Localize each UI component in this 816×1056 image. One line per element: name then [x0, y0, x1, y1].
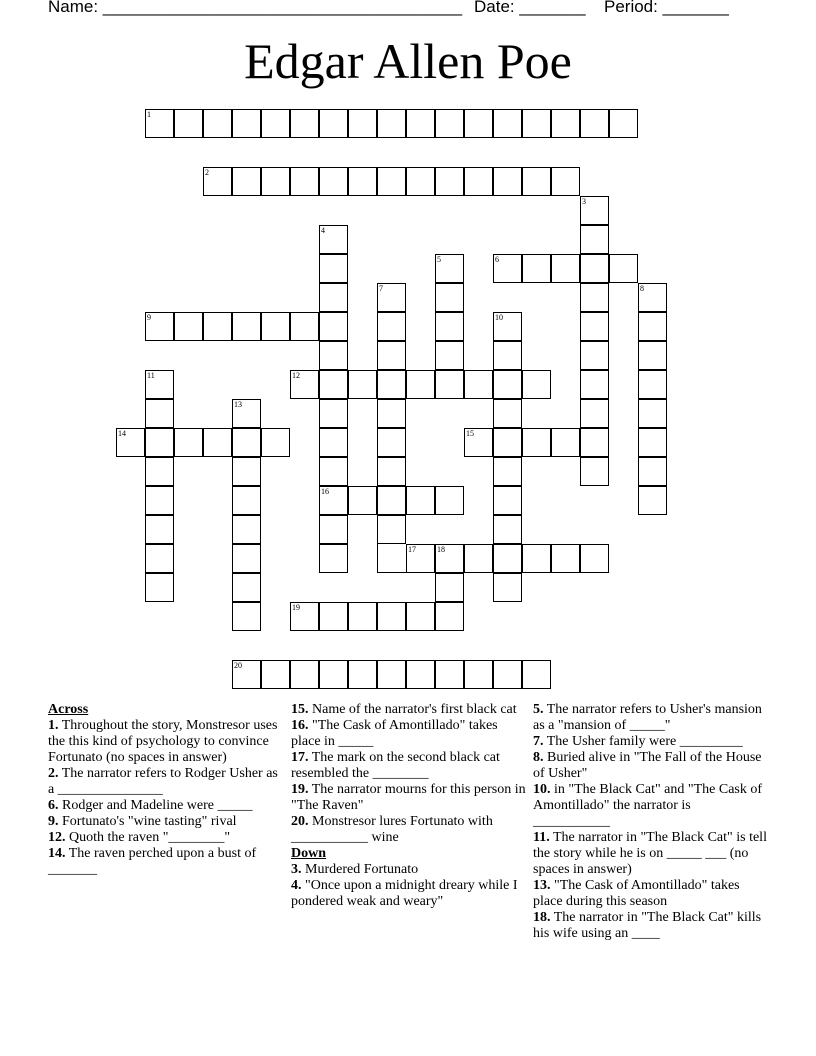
grid-cell[interactable]: [377, 167, 406, 196]
grid-cell[interactable]: [406, 109, 435, 138]
clue-text: The Usher family were _________: [543, 734, 743, 749]
grid-cell[interactable]: [145, 370, 174, 399]
clue-item: [291, 814, 526, 846]
grid-cell[interactable]: [493, 457, 522, 486]
clue-number: 6: [495, 255, 499, 264]
grid-cell[interactable]: [493, 370, 522, 399]
grid-cell[interactable]: [551, 254, 580, 283]
grid-cell[interactable]: [232, 573, 261, 602]
grid-cell[interactable]: [580, 254, 609, 283]
grid-cell[interactable]: [348, 660, 377, 689]
clue-item: [533, 750, 768, 782]
grid-cell[interactable]: [116, 428, 145, 457]
clue-item: [291, 782, 526, 814]
clue-text: The narrator in "The Black Cat" kills his wife using an ____: [533, 910, 762, 941]
grid-cell[interactable]: [319, 486, 348, 515]
grid-cell[interactable]: [261, 660, 290, 689]
clue-number-label: 12.: [48, 830, 66, 845]
grid-cell[interactable]: [435, 341, 464, 370]
clue-number-label: 17.: [291, 750, 309, 765]
clue-number: 2: [205, 168, 209, 177]
clue-number: 18: [437, 545, 445, 554]
grid-cell[interactable]: [435, 544, 464, 573]
grid-cell[interactable]: [580, 457, 609, 486]
clues-column-2: [291, 702, 526, 910]
grid-cell[interactable]: [464, 109, 493, 138]
grid-cell[interactable]: [145, 399, 174, 428]
clue-number-label: 1.: [48, 718, 59, 733]
grid-cell[interactable]: [232, 399, 261, 428]
grid-cell[interactable]: [290, 312, 319, 341]
clue-text: "The Cask of Amontillado" takes place in _____: [291, 718, 498, 749]
grid-cell[interactable]: [406, 486, 435, 515]
clue-number-label: 2.: [48, 766, 59, 781]
grid-cell[interactable]: [638, 486, 667, 515]
clue-item: [291, 750, 526, 782]
clue-number: 11: [147, 371, 155, 380]
grid-cell[interactable]: [348, 370, 377, 399]
clue-item: [48, 846, 283, 878]
clue-item: [48, 814, 283, 830]
grid-cell[interactable]: [522, 544, 551, 573]
grid-cell[interactable]: [377, 544, 406, 573]
grid-cell[interactable]: [348, 602, 377, 631]
clue-number-label: 13.: [533, 878, 551, 893]
date-field-label: Date: _______: [474, 0, 586, 16]
clue-number-label: 6.: [48, 798, 59, 813]
down-heading: Down: [291, 846, 327, 861]
grid-cell[interactable]: [174, 428, 203, 457]
grid-cell[interactable]: [464, 544, 493, 573]
grid-cell[interactable]: [319, 428, 348, 457]
grid-cell[interactable]: [145, 486, 174, 515]
grid-cell[interactable]: [290, 370, 319, 399]
clue-number: 19: [292, 603, 300, 612]
grid-cell[interactable]: [464, 660, 493, 689]
clue-number-label: 4.: [291, 878, 302, 893]
grid-cell[interactable]: [638, 428, 667, 457]
grid-cell[interactable]: [232, 312, 261, 341]
clue-text: The narrator refers to Usher's mansion as a "mansion of _____": [533, 702, 762, 733]
grid-cell[interactable]: [232, 109, 261, 138]
grid-cell[interactable]: [406, 544, 435, 573]
grid-cell[interactable]: [435, 573, 464, 602]
grid-cell[interactable]: [319, 254, 348, 283]
clue-item: [533, 910, 768, 942]
grid-cell[interactable]: [464, 428, 493, 457]
grid-cell[interactable]: [580, 370, 609, 399]
grid-cell[interactable]: [377, 602, 406, 631]
clue-text: in "The Black Cat" and "The Cask of Amontillado" the narrator is ___________: [533, 782, 763, 829]
grid-cell[interactable]: [319, 312, 348, 341]
grid-cell[interactable]: [493, 660, 522, 689]
grid-cell[interactable]: [232, 602, 261, 631]
grid-cell[interactable]: [319, 167, 348, 196]
clue-number-label: 9.: [48, 814, 59, 829]
clue-item: [533, 734, 768, 750]
grid-cell[interactable]: [232, 457, 261, 486]
grid-cell[interactable]: [377, 109, 406, 138]
grid-cell[interactable]: [493, 486, 522, 515]
grid-cell[interactable]: [319, 341, 348, 370]
clue-item: [291, 862, 526, 878]
clue-text: The narrator mourns for this person in "The Raven": [291, 782, 526, 813]
grid-cell[interactable]: [319, 283, 348, 312]
grid-cell[interactable]: [319, 457, 348, 486]
grid-cell[interactable]: [261, 109, 290, 138]
grid-cell[interactable]: [435, 370, 464, 399]
clue-item: [48, 798, 283, 814]
clue-number-label: 11.: [533, 830, 550, 845]
grid-cell[interactable]: [232, 167, 261, 196]
clue-item: [48, 766, 283, 798]
clue-number-label: 16.: [291, 718, 309, 733]
grid-cell[interactable]: [493, 573, 522, 602]
grid-cell[interactable]: [522, 109, 551, 138]
grid-cell[interactable]: [377, 341, 406, 370]
grid-cell[interactable]: [377, 370, 406, 399]
clue-text: "Once upon a midnight dreary while I pondered weak and weary": [291, 878, 518, 909]
grid-cell[interactable]: [493, 341, 522, 370]
grid-cell[interactable]: [435, 602, 464, 631]
grid-cell[interactable]: [638, 399, 667, 428]
grid-cell[interactable]: [638, 312, 667, 341]
grid-cell[interactable]: [580, 428, 609, 457]
grid-cell[interactable]: [580, 109, 609, 138]
grid-cell[interactable]: [551, 167, 580, 196]
clue-item: [533, 782, 768, 830]
clue-number: 8: [640, 284, 644, 293]
clue-item: [291, 718, 526, 750]
grid-cell[interactable]: [522, 167, 551, 196]
clue-number-label: 8.: [533, 750, 544, 765]
grid-cell[interactable]: [435, 283, 464, 312]
name-field-label: Name: ______________________________________: [48, 0, 463, 16]
period-field-label: Period: _______: [604, 0, 729, 16]
grid-cell[interactable]: [638, 370, 667, 399]
grid-cell[interactable]: [464, 370, 493, 399]
clue-item: [533, 830, 768, 878]
clue-number: 4: [321, 226, 325, 235]
grid-cell[interactable]: [174, 109, 203, 138]
grid-cell[interactable]: [406, 660, 435, 689]
clue-number: 17: [408, 545, 416, 554]
grid-cell[interactable]: [319, 225, 348, 254]
across-heading: Across: [48, 702, 89, 717]
grid-cell[interactable]: [638, 341, 667, 370]
grid-cell[interactable]: [290, 109, 319, 138]
grid-cell[interactable]: [290, 660, 319, 689]
grid-cell[interactable]: [319, 370, 348, 399]
clue-number: 10: [495, 313, 503, 322]
grid-cell[interactable]: [464, 167, 493, 196]
grid-cell[interactable]: [406, 167, 435, 196]
grid-cell[interactable]: [377, 486, 406, 515]
grid-cell[interactable]: [145, 312, 174, 341]
page-title: Edgar Allen Poe: [244, 33, 572, 89]
grid-cell[interactable]: [551, 544, 580, 573]
grid-cell[interactable]: [203, 428, 232, 457]
clues-column-3: [533, 702, 768, 942]
clue-text: The narrator refers to Rodger Usher as a _______________: [48, 766, 278, 797]
grid-cell[interactable]: [435, 312, 464, 341]
clue-number-label: 19.: [291, 782, 309, 797]
clue-number-label: 15.: [291, 702, 309, 717]
clue-number: 15: [466, 429, 474, 438]
grid-cell[interactable]: [435, 486, 464, 515]
grid-cell[interactable]: [145, 428, 174, 457]
clue-item: [291, 702, 526, 718]
grid-cell[interactable]: [319, 109, 348, 138]
grid-cell[interactable]: [580, 283, 609, 312]
grid-cell[interactable]: [145, 544, 174, 573]
grid-cell[interactable]: [493, 109, 522, 138]
clue-number-label: 5.: [533, 702, 544, 717]
clue-number-label: 3.: [291, 862, 302, 877]
clue-text: Rodger and Madeline were _____: [58, 798, 253, 813]
clue-number: 3: [582, 197, 586, 206]
clue-number-label: 18.: [533, 910, 551, 925]
clue-item: [533, 878, 768, 910]
grid-cell[interactable]: [290, 167, 319, 196]
grid-cell[interactable]: [377, 457, 406, 486]
grid-cell[interactable]: [377, 515, 406, 544]
grid-cell[interactable]: [580, 544, 609, 573]
grid-cell[interactable]: [522, 660, 551, 689]
grid-cell[interactable]: [435, 660, 464, 689]
grid-cell[interactable]: [522, 370, 551, 399]
grid-cell[interactable]: [580, 399, 609, 428]
grid-cell[interactable]: [319, 660, 348, 689]
clue-text: Name of the narrator's first black cat: [308, 702, 517, 717]
grid-cell[interactable]: [493, 167, 522, 196]
clue-number: 5: [437, 255, 441, 264]
grid-cell[interactable]: [493, 254, 522, 283]
grid-cell[interactable]: [203, 167, 232, 196]
grid-cell[interactable]: [377, 283, 406, 312]
clue-number: 7: [379, 284, 383, 293]
grid-cell[interactable]: [435, 109, 464, 138]
clue-item: [291, 878, 526, 910]
clue-number: 9: [147, 313, 151, 322]
clue-number-label: 7.: [533, 734, 544, 749]
clue-text: The narrator in "The Black Cat" is tell the story while he is on _____ ___ (no spaces in answer): [533, 830, 767, 877]
clue-text: Fortunato's "wine tasting" rival: [58, 814, 237, 829]
grid-cell[interactable]: [232, 544, 261, 573]
grid-cell[interactable]: [377, 312, 406, 341]
grid-cell[interactable]: [580, 225, 609, 254]
clue-number: 14: [118, 429, 126, 438]
grid-cell[interactable]: [493, 544, 522, 573]
clue-number: 13: [234, 400, 242, 409]
clue-text: Buried alive in "The Fall of the House of Usher": [533, 750, 762, 781]
grid-cell[interactable]: [638, 457, 667, 486]
grid-cell[interactable]: [551, 428, 580, 457]
grid-cell[interactable]: [522, 254, 551, 283]
clue-number: 12: [292, 371, 300, 380]
grid-cell[interactable]: [377, 428, 406, 457]
grid-cell[interactable]: [580, 341, 609, 370]
grid-cell[interactable]: [261, 428, 290, 457]
grid-cell[interactable]: [493, 399, 522, 428]
clue-text: Throughout the story, Monstresor uses the this kind of psychology to convince Fortunato (no spaces in answer): [48, 718, 278, 765]
grid-cell[interactable]: [435, 254, 464, 283]
grid-cell[interactable]: [377, 399, 406, 428]
grid-cell[interactable]: [580, 312, 609, 341]
clue-number: 1: [147, 110, 151, 119]
grid-cell[interactable]: [493, 515, 522, 544]
clue-item: [48, 830, 283, 846]
grid-cell[interactable]: [435, 167, 464, 196]
grid-cell[interactable]: [319, 399, 348, 428]
clue-number: 20: [234, 661, 242, 670]
clue-text: Murdered Fortunato: [301, 862, 419, 877]
clue-text: The raven perched upon a bust of _______: [48, 846, 257, 877]
clue-text: "The Cask of Amontillado" takes place during this season: [533, 878, 740, 909]
grid-cell[interactable]: [145, 109, 174, 138]
grid-cell[interactable]: [377, 660, 406, 689]
grid-cell[interactable]: [493, 428, 522, 457]
grid-cell[interactable]: [232, 515, 261, 544]
grid-cell[interactable]: [319, 515, 348, 544]
grid-cell[interactable]: [638, 283, 667, 312]
grid-cell[interactable]: [580, 196, 609, 225]
grid-cell[interactable]: [290, 602, 319, 631]
grid-cell[interactable]: [348, 486, 377, 515]
grid-cell[interactable]: [319, 602, 348, 631]
clue-number-label: 10.: [533, 782, 551, 797]
clue-text: Quoth the raven "________": [65, 830, 231, 845]
grid-cell[interactable]: [203, 109, 232, 138]
grid-cell[interactable]: [261, 312, 290, 341]
grid-cell[interactable]: [551, 109, 580, 138]
grid-cell[interactable]: [522, 428, 551, 457]
grid-cell[interactable]: [174, 312, 203, 341]
grid-cell[interactable]: [609, 254, 638, 283]
grid-cell[interactable]: [145, 573, 174, 602]
grid-cell[interactable]: [406, 602, 435, 631]
clue-text: Monstresor lures Fortunato with ___________ wine: [291, 814, 493, 845]
grid-cell[interactable]: [232, 660, 261, 689]
grid-cell[interactable]: [261, 167, 290, 196]
clue-number: 16: [321, 487, 329, 496]
grid-cell[interactable]: [406, 370, 435, 399]
grid-cell[interactable]: [203, 312, 232, 341]
clue-item: [48, 718, 283, 766]
grid-cell[interactable]: [145, 515, 174, 544]
clue-text: The mark on the second black cat resembled the ________: [291, 750, 500, 781]
grid-cell[interactable]: [348, 109, 377, 138]
grid-cell[interactable]: [232, 428, 261, 457]
clues-column-1: [48, 702, 283, 878]
grid-cell[interactable]: [145, 457, 174, 486]
clue-number-label: 14.: [48, 846, 66, 861]
grid-cell[interactable]: [232, 486, 261, 515]
clue-item: [533, 702, 768, 734]
grid-cell[interactable]: [493, 312, 522, 341]
clue-number-label: 20.: [291, 814, 309, 829]
grid-cell[interactable]: [319, 544, 348, 573]
grid-cell[interactable]: [348, 167, 377, 196]
grid-cell[interactable]: [609, 109, 638, 138]
